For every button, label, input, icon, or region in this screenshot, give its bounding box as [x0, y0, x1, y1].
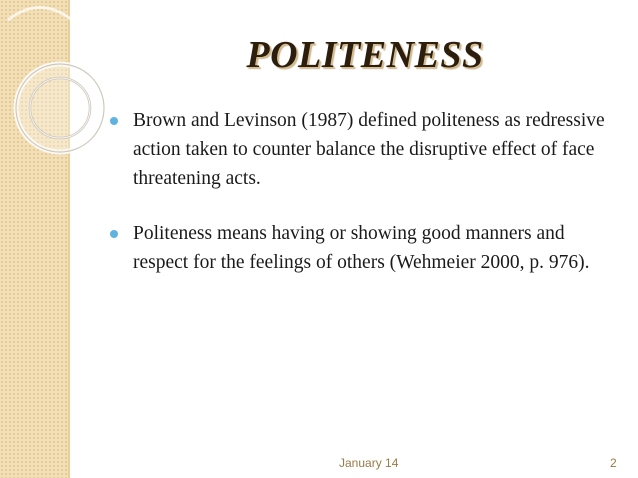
bullet-marker-icon [110, 230, 118, 238]
page-number: 2 [610, 456, 617, 470]
bullet-item [108, 219, 620, 277]
slide-title: POLITENESS [246, 34, 484, 76]
bullet-text: Brown and Levinson (1987) defined politeness as redressive action taken to counter balance the disruptive effect of face threatening acts. [133, 110, 605, 189]
footer-date: January 14 [339, 456, 399, 470]
bullet-item [108, 106, 620, 193]
bullet-text: Politeness means having or showing good manners and respect for the feelings of others (Wehmeier 2000, p. 976). [133, 223, 590, 273]
bullet-list [108, 106, 620, 277]
bullet-marker-icon [110, 117, 118, 125]
